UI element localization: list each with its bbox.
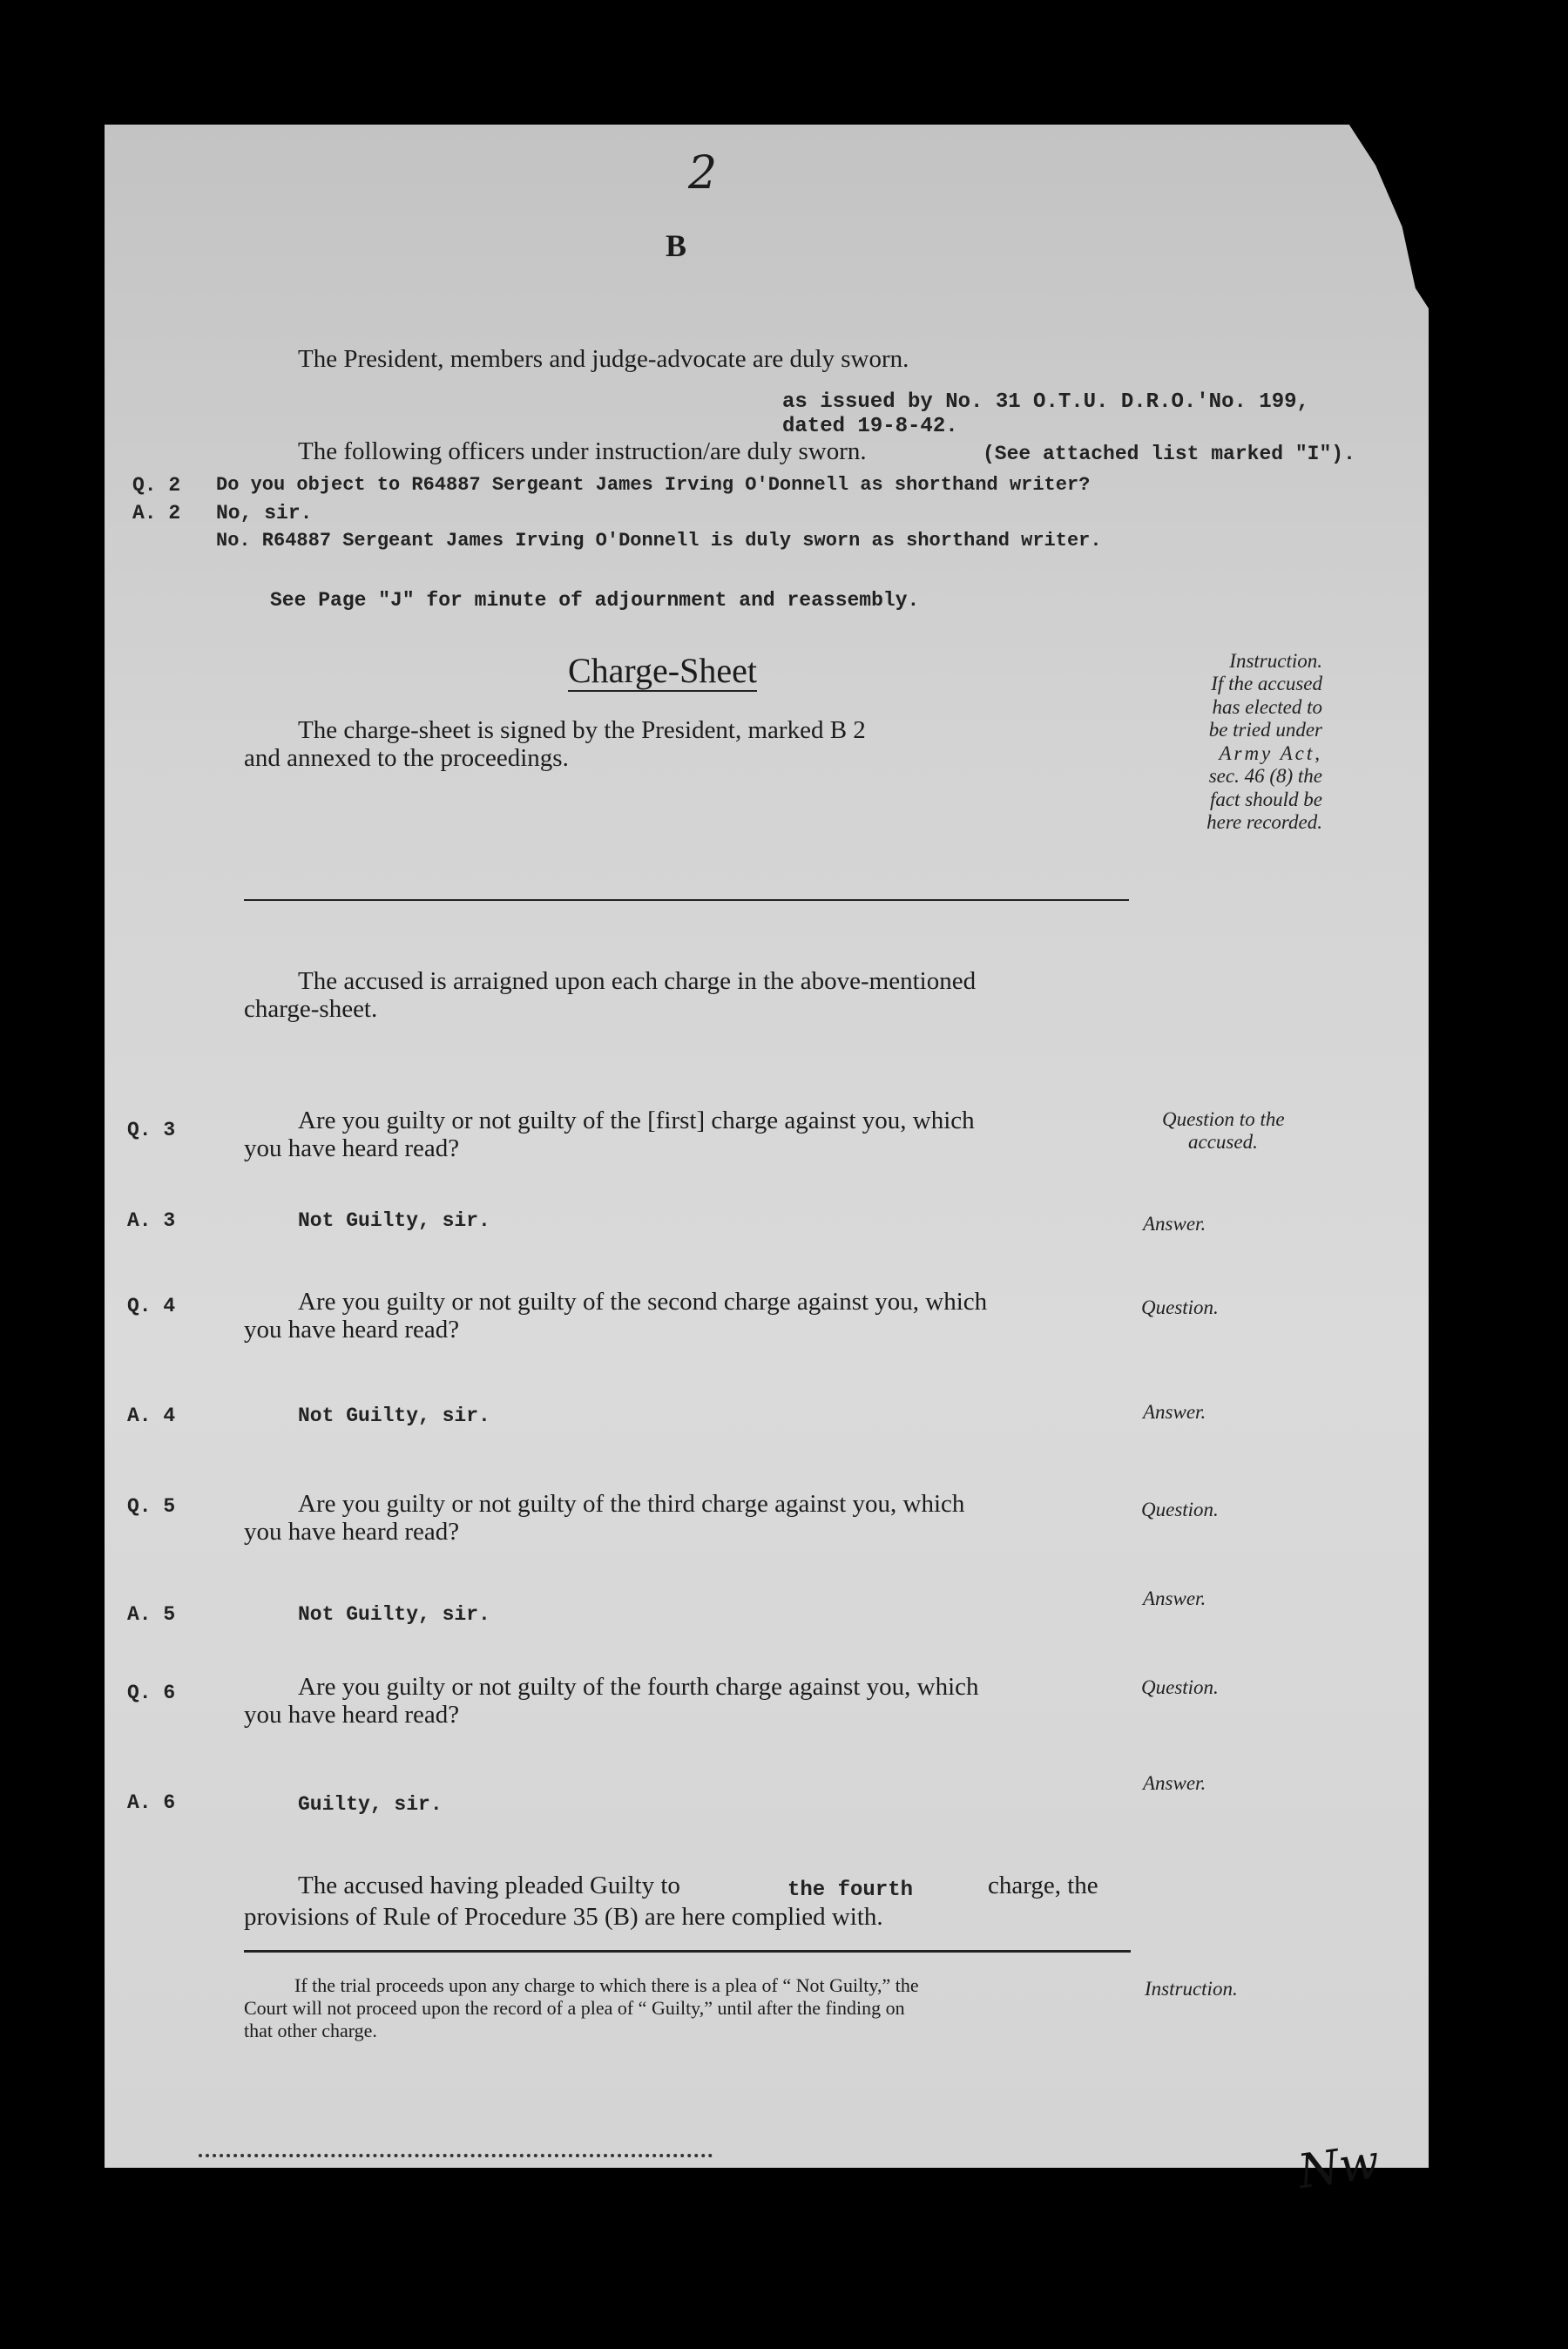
instruction-line: be tried under (1208, 719, 1322, 741)
divider (244, 899, 1129, 901)
section-letter: B (666, 228, 687, 263)
handwritten-initials: Nw (1294, 2133, 1383, 2200)
instruction-line: has elected to (1212, 695, 1322, 718)
pleaded-text: charge, the (988, 1872, 1098, 1899)
footnote-side-note: Instruction. (1145, 1978, 1238, 2000)
instruction-line: here recorded. (1206, 811, 1322, 834)
footnote-line: that other charge. (244, 2020, 377, 2041)
instruction-line: If the accused (1211, 673, 1322, 695)
question-label: Q. 4 (127, 1295, 176, 1317)
question-side-note: accused. (1188, 1131, 1258, 1153)
dotted-line (199, 2152, 713, 2157)
sworn-writer: No. R64887 Sergeant James Irving O'Donnell is duly sworn as shorthand writer. (216, 530, 1102, 552)
q2-text: Do you object to R64887 Sergeant James Irving O'Donnell as shorthand writer? (216, 474, 1091, 496)
answer-side-note: Answer. (1143, 1401, 1206, 1423)
question-text: Are you guilty or not guilty of the second charge against you, which (298, 1288, 988, 1316)
question-label: Q. 3 (127, 1119, 176, 1141)
issued-line-1: as issued by No. 31 O.T.U. D.R.O.'No. 199, (782, 390, 1309, 414)
answer-text: Not Guilty, sir. (298, 1209, 490, 1232)
charge-sheet-line-2: and annexed to the proceedings. (244, 744, 569, 772)
question-label: Q. 5 (127, 1495, 176, 1518)
answer-label: A. 3 (127, 1209, 176, 1232)
answer-text: Not Guilty, sir. (298, 1603, 490, 1626)
officers-statement: The following officers under instruction/are duly sworn. (298, 437, 867, 465)
question-text: you have heard read? (244, 1518, 460, 1546)
charge-sheet-line-1: The charge-sheet is signed by the President, marked B 2 (298, 716, 866, 744)
question-side-note: Question. (1141, 1296, 1219, 1318)
answer-label: A. 6 (127, 1791, 176, 1814)
question-side-note: Question. (1141, 1499, 1219, 1520)
sworn-statement: The President, members and judge-advocate are duly sworn. (298, 345, 909, 373)
answer-side-note: Answer. (1143, 1587, 1206, 1609)
question-label: Q. 6 (127, 1682, 176, 1704)
attached-list: (See attached list marked "I"). (983, 443, 1355, 465)
pleaded-line-2: provisions of Rule of Procedure 35 (B) are here complied with. (244, 1903, 883, 1931)
question-text: you have heard read? (244, 1316, 460, 1344)
pleaded-charge: the fourth (787, 1879, 914, 1902)
instruction-line: fact should be (1209, 788, 1322, 810)
question-side-note: Question. (1141, 1676, 1219, 1698)
question-text: Are you guilty or not guilty of the fourth charge against you, which (298, 1673, 979, 1701)
answer-side-note: Answer. (1143, 1213, 1206, 1235)
a2-label: A. 2 (132, 502, 181, 525)
answer-label: A. 5 (127, 1603, 176, 1626)
footnote-line: If the trial proceeds upon any charge to which there is a plea of “ Not Guilty,” the (294, 1974, 919, 1996)
question-text: you have heard read? (244, 1701, 460, 1729)
instruction-line: Army Act, (1219, 741, 1322, 764)
instruction-line: sec. 46 (8) the (1208, 765, 1322, 788)
page-number: 2 (688, 147, 718, 200)
issued-line-2: dated 19-8-42. (782, 415, 958, 438)
pleaded-text: The accused having pleaded Guilty to (298, 1872, 680, 1899)
answer-label: A. 4 (127, 1405, 176, 1427)
see-page-note: See Page "J" for minute of adjournment and reassembly. (270, 589, 920, 612)
question-text: Are you guilty or not guilty of the third charge against you, which (298, 1490, 965, 1518)
answer-text: Not Guilty, sir. (298, 1405, 490, 1427)
charge-sheet-instruction (1131, 650, 1322, 835)
question-text: Are you guilty or not guilty of the [first] charge against you, which (298, 1107, 975, 1134)
instruction-line: Instruction. (1229, 650, 1322, 672)
question-text: you have heard read? (244, 1134, 460, 1162)
answer-side-note: Answer. (1143, 1772, 1206, 1794)
a2-text: No, sir. (216, 502, 313, 525)
question-side-note: Question to the (1162, 1108, 1285, 1130)
footnote-rule (244, 1950, 1131, 1953)
arraigned-line-2: charge-sheet. (244, 995, 378, 1023)
arraigned-line-1: The accused is arraigned upon each charge in the above-mentioned (298, 967, 977, 995)
footnote-line: Court will not proceed upon the record of a plea of “ Guilty,” until after the finding on (244, 1997, 905, 2019)
q2-label: Q. 2 (132, 474, 181, 497)
answer-text: Guilty, sir. (298, 1793, 443, 1816)
charge-sheet-heading: Charge-Sheet (568, 651, 757, 690)
